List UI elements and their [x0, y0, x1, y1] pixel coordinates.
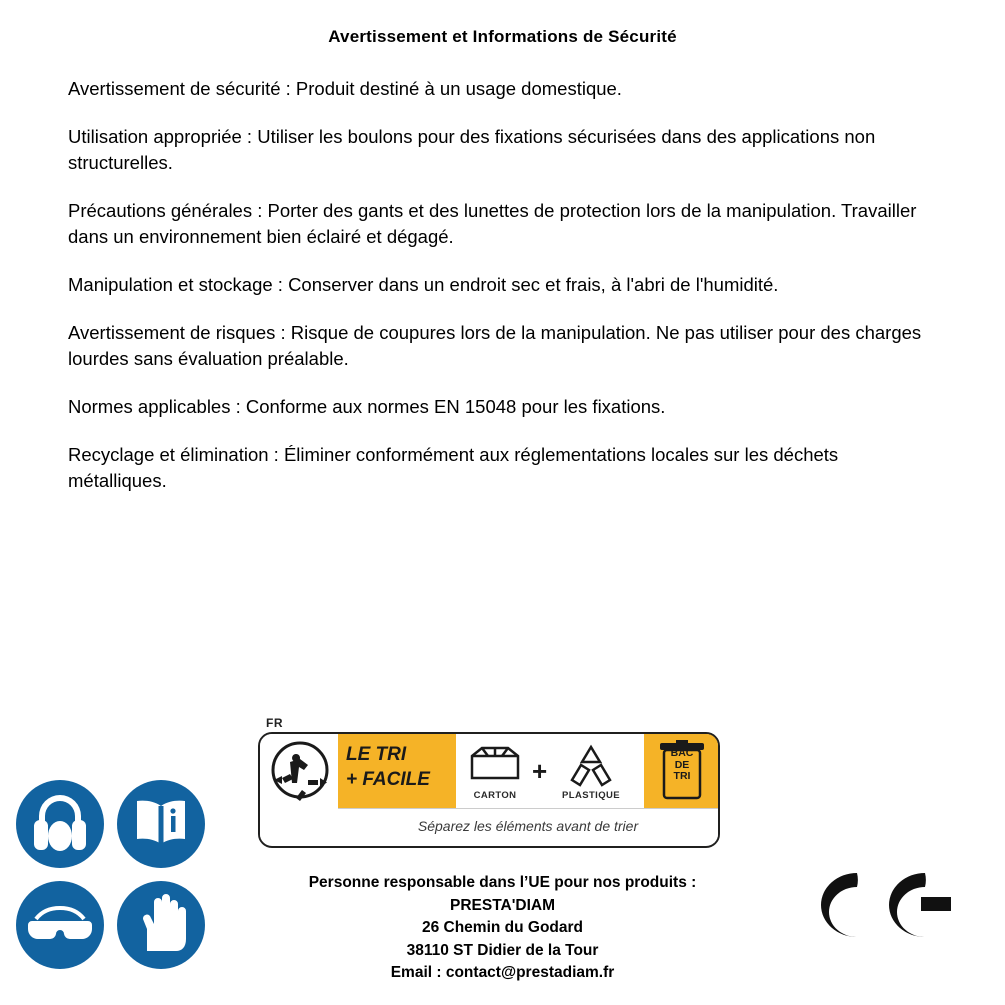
company-city: 38110 ST Didier de la Tour [406, 941, 599, 959]
bin-label-line2: DE [674, 758, 690, 771]
responsible-person-line [180, 872, 825, 895]
plastique-label: PLASTIQUE [562, 790, 620, 801]
paragraph-general-precautions: Précautions générales : Porter des gants et des lunettes de protection lors de la manipulation. Travailler dans un environnement bien éclairé et dégagé. [68, 200, 917, 247]
carton-label: CARTON [473, 790, 517, 801]
company-street: 26 Chemin du Godard [421, 919, 584, 936]
paragraph-risk-warning: Avertissement de risques : Risque de coupures lors de la manipulation. Ne pas utiliser pour des charges lourdes sans évaluation préalable. [68, 322, 922, 369]
paragraph-safety-warning: Avertissement de sécurité : Produit destiné à un usage domestique. [68, 78, 622, 99]
ce-mark-icon [795, 855, 955, 955]
page-title: Avertissement et Informations de Sécurité [328, 27, 677, 46]
paragraph-handling-storage: Manipulation et stockage : Conserver dans un endroit sec et frais, à l'abri de l'humidité. [68, 274, 779, 295]
banner-headline-line2: + FACILE [346, 769, 430, 790]
plus-sign: + [532, 756, 548, 786]
paragraph-recycling-disposal: Recyclage et élimination : Éliminer conformément aux réglementations locales sur les déchets métalliques. [68, 444, 839, 491]
bin-label-line1: BAC [670, 747, 694, 759]
banner-box [258, 732, 720, 848]
responsible-person-block [180, 872, 825, 985]
responsible-person-prefix: Personne responsable dans l’ [308, 874, 529, 891]
bin-label [658, 748, 706, 783]
company-name: PRESTA'DIAM [449, 896, 555, 914]
plastique-icon [560, 742, 622, 793]
paragraph-proper-use: Utilisation appropriée : Utiliser les boulons pour des fixations sécurisées dans des applications non structurelles. [68, 126, 876, 173]
recycling-banner [258, 712, 718, 850]
banner-language-tag: FR [266, 716, 283, 730]
safety-text-block [68, 76, 936, 516]
company-email: Email : contact@prestadiam.fr [390, 964, 615, 981]
paragraph-standards: Normes applicables : Conforme aux normes EN 15048 pour les fixations. [68, 396, 666, 417]
read-instructions-icon [117, 780, 205, 868]
responsible-person-eu: UE [528, 874, 550, 891]
carton-icon [464, 742, 526, 793]
banner-footnote: Séparez les éléments avant de trier [338, 808, 718, 843]
eye-protection-icon [16, 881, 104, 969]
banner-headline-line1: LE TRI [346, 744, 407, 765]
bin-label-line3: TRI [673, 770, 691, 782]
responsible-person-suffix: pour nos produits : [549, 874, 697, 891]
triman-symbol-icon [260, 734, 338, 842]
ear-protection-icon [16, 780, 104, 868]
banner-headline [346, 742, 458, 792]
